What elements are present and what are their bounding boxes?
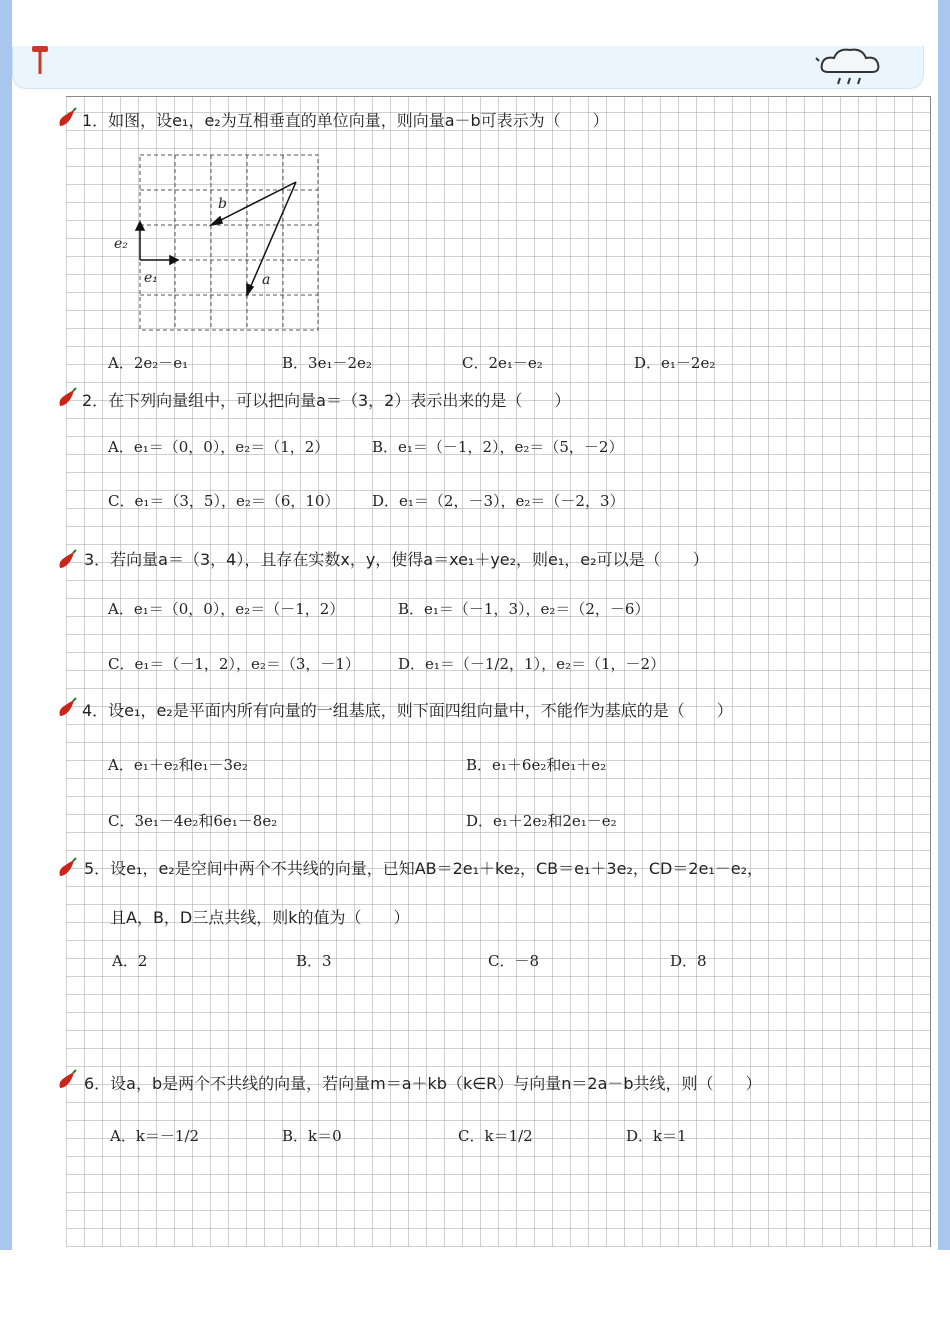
top-banner bbox=[12, 46, 924, 89]
question-1-title: 1．如图，设e₁，e₂为互相垂直的单位向量，则向量a－b可表示为（ ） bbox=[82, 111, 609, 130]
question-6-title: 6．设a，b是两个不共线的向量，若向量m＝a＋kb（k∈R）与向量n＝2a－b共线，则（ ） bbox=[84, 1074, 762, 1093]
figure-label-e1: e₁ bbox=[144, 270, 158, 286]
chili-pepper-icon bbox=[56, 1068, 78, 1092]
question-5-title-continued: 且A，B，D三点共线，则k的值为（ ） bbox=[110, 908, 410, 927]
q3-option-c[interactable]: C．e₁＝（－1，2），e₂＝（3，－1） bbox=[108, 655, 360, 673]
pushpin-icon bbox=[28, 44, 52, 76]
q6-option-a[interactable]: A．k＝－1/2 bbox=[110, 1127, 200, 1145]
figure-label-a: a bbox=[262, 272, 271, 288]
q1-option-b[interactable]: B．3e₁－2e₂ bbox=[282, 354, 372, 372]
vector-grid-figure bbox=[108, 150, 328, 335]
q6-option-c[interactable]: C．k＝1/2 bbox=[458, 1127, 533, 1145]
q5-option-d[interactable]: D．8 bbox=[670, 952, 707, 970]
q4-option-b[interactable]: B．e₁＋6e₂和e₁＋e₂ bbox=[466, 756, 607, 774]
left-border-strip bbox=[0, 0, 12, 1250]
chili-pepper-icon bbox=[56, 696, 78, 720]
q4-option-c[interactable]: C．3e₁－4e₂和6e₁－8e₂ bbox=[108, 812, 278, 830]
chili-pepper-icon bbox=[56, 386, 78, 410]
q3-option-a[interactable]: A．e₁＝（0，0），e₂＝（－1，2） bbox=[108, 600, 345, 618]
q6-option-d[interactable]: D．k＝1 bbox=[626, 1127, 687, 1145]
right-border-strip bbox=[938, 0, 950, 1250]
q5-option-c[interactable]: C．－8 bbox=[488, 952, 540, 970]
q4-option-a[interactable]: A．e₁＋e₂和e₁－3e₂ bbox=[108, 756, 248, 774]
q5-option-a[interactable]: A．2 bbox=[112, 952, 148, 970]
q1-option-d[interactable]: D．e₁－2e₂ bbox=[634, 354, 716, 372]
q2-option-c[interactable]: C．e₁＝（3，5），e₂＝（6，10） bbox=[108, 492, 340, 510]
q2-option-d[interactable]: D．e₁＝（2，－3），e₂＝（－2，3） bbox=[372, 492, 625, 510]
q2-option-b[interactable]: B．e₁＝（－1，2），e₂＝（5，－2） bbox=[372, 438, 624, 456]
question-4-title: 4．设e₁，e₂是平面内所有向量的一组基底，则下面四组向量中，不能作为基底的是（ ） bbox=[82, 701, 733, 720]
figure-label-e2: e₂ bbox=[114, 236, 128, 252]
q4-option-d[interactable]: D．e₁＋2e₂和2e₁－e₂ bbox=[466, 812, 617, 830]
q5-option-b[interactable]: B．3 bbox=[296, 952, 332, 970]
q1-option-c[interactable]: C．2e₁－e₂ bbox=[462, 354, 543, 372]
question-5-title: 5．设e₁，e₂是空间中两个不共线的向量，已知AB＝2e₁＋ke₂，CB＝e₁＋3e₂，CD＝2e₁－e₂， bbox=[84, 859, 764, 878]
chili-pepper-icon bbox=[56, 856, 78, 880]
q2-option-a[interactable]: A．e₁＝（0，0），e₂＝（1，2） bbox=[108, 438, 330, 456]
figure-label-b: b bbox=[218, 196, 227, 212]
rain-cloud-icon bbox=[810, 42, 890, 88]
q1-option-a[interactable]: A．2e₂－e₁ bbox=[108, 354, 189, 372]
chili-pepper-icon bbox=[56, 548, 78, 572]
question-3-title: 3．若向量a＝（3，4），且存在实数x，y，使得a＝xe₁＋ye₂，则e₁，e₂可以是（ ） bbox=[84, 550, 709, 569]
chili-pepper-icon bbox=[56, 106, 78, 130]
question-2-title: 2．在下列向量组中，可以把向量a＝（3，2）表示出来的是（ ） bbox=[82, 391, 571, 410]
q3-option-d[interactable]: D．e₁＝（－1/2，1），e₂＝（1，－2） bbox=[398, 655, 666, 673]
q3-option-b[interactable]: B．e₁＝（－1，3），e₂＝（2，－6） bbox=[398, 600, 650, 618]
q6-option-b[interactable]: B．k＝0 bbox=[282, 1127, 342, 1145]
